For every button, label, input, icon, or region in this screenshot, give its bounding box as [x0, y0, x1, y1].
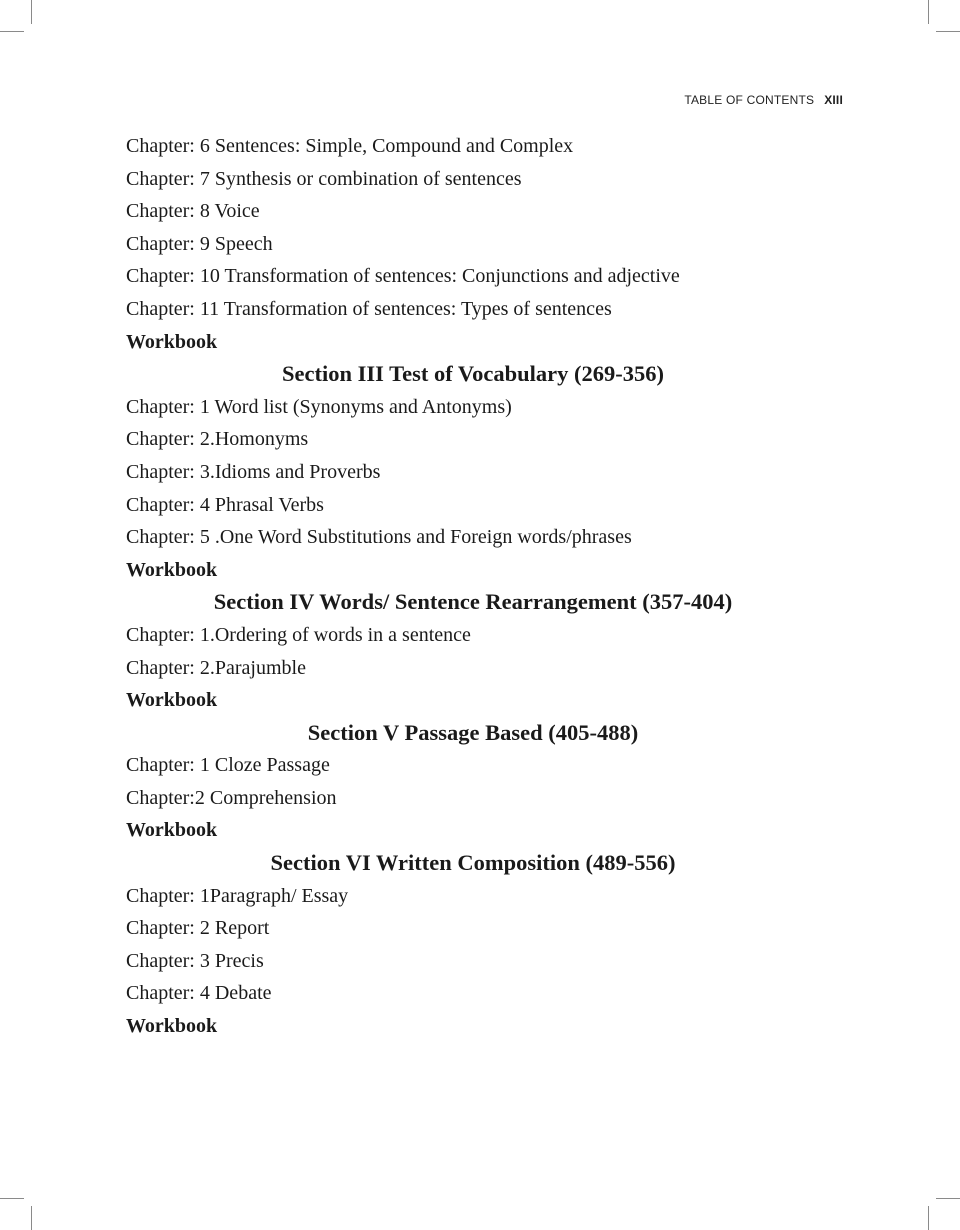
section-heading: Section III Test of Vocabulary (269-356) [282, 361, 664, 387]
section-heading: Section V Passage Based (405-488) [307, 719, 639, 745]
page-number: XIII [824, 93, 843, 107]
crop-mark-bottom-right-horizontal [936, 1198, 960, 1199]
chapter-entry: Chapter: 1 Cloze Passage [126, 754, 330, 777]
chapter-entry: Chapter: 9 Speech [126, 232, 273, 255]
running-title: TABLE OF CONTENTS [684, 93, 815, 107]
running-head [684, 93, 843, 107]
chapter-entry: Chapter: 6 Sentences: Simple, Compound and Complex [126, 135, 574, 157]
chapter-entry: Chapter: 1.Ordering of words in a sentence [126, 623, 471, 646]
crop-mark-bottom-left-horizontal [0, 1198, 24, 1199]
crop-mark-top-right-horizontal [936, 31, 960, 32]
chapter-entry: Chapter: 1Paragraph/ Essay [126, 884, 349, 907]
chapter-entry: Chapter: 10 Transformation of sentences: Conjunctions and adjective [126, 265, 680, 288]
chapter-entry: Chapter: 7 Synthesis or combination of sentences [126, 167, 522, 190]
chapter-entry: Chapter: 3.Idioms and Proverbs [126, 460, 381, 483]
table-of-contents [126, 130, 834, 1043]
chapter-entry: Chapter: 4 Debate [126, 982, 272, 1005]
crop-mark-bottom-left-vertical [31, 1206, 32, 1230]
workbook-entry: Workbook [126, 689, 218, 712]
chapter-entry: Chapter: 4 Phrasal Verbs [126, 493, 324, 516]
crop-mark-top-left-horizontal [0, 31, 24, 32]
chapter-entry: Chapter: 2.Parajumble [126, 656, 306, 679]
workbook-entry: Workbook [126, 558, 218, 581]
crop-mark-bottom-right-vertical [928, 1206, 929, 1230]
chapter-entry: Chapter: 1 Word list (Synonyms and Antonyms) [126, 395, 512, 418]
chapter-entry: Chapter: 8 Voice [126, 200, 260, 223]
chapter-entry: Chapter:2 Comprehension [126, 786, 337, 809]
workbook-entry: Workbook [126, 330, 218, 353]
crop-mark-top-right-vertical [928, 0, 929, 24]
chapter-entry: Chapter: 2 Report [126, 917, 270, 940]
chapter-entry: Chapter: 11 Transformation of sentences: Types of sentences [126, 297, 612, 320]
chapter-entry: Chapter: 3 Precis [126, 949, 264, 972]
workbook-entry: Workbook [126, 819, 218, 842]
workbook-entry: Workbook [126, 1015, 218, 1038]
section-heading: Section IV Words/ Sentence Rearrangement (357-404) [213, 589, 733, 615]
chapter-entry: Chapter: 2.Homonyms [126, 428, 309, 451]
section-heading: Section VI Written Composition (489-556) [270, 850, 676, 876]
chapter-entry: Chapter: 5 .One Word Substitutions and Foreign words/phrases [126, 526, 632, 549]
crop-mark-top-left-vertical [31, 0, 32, 24]
